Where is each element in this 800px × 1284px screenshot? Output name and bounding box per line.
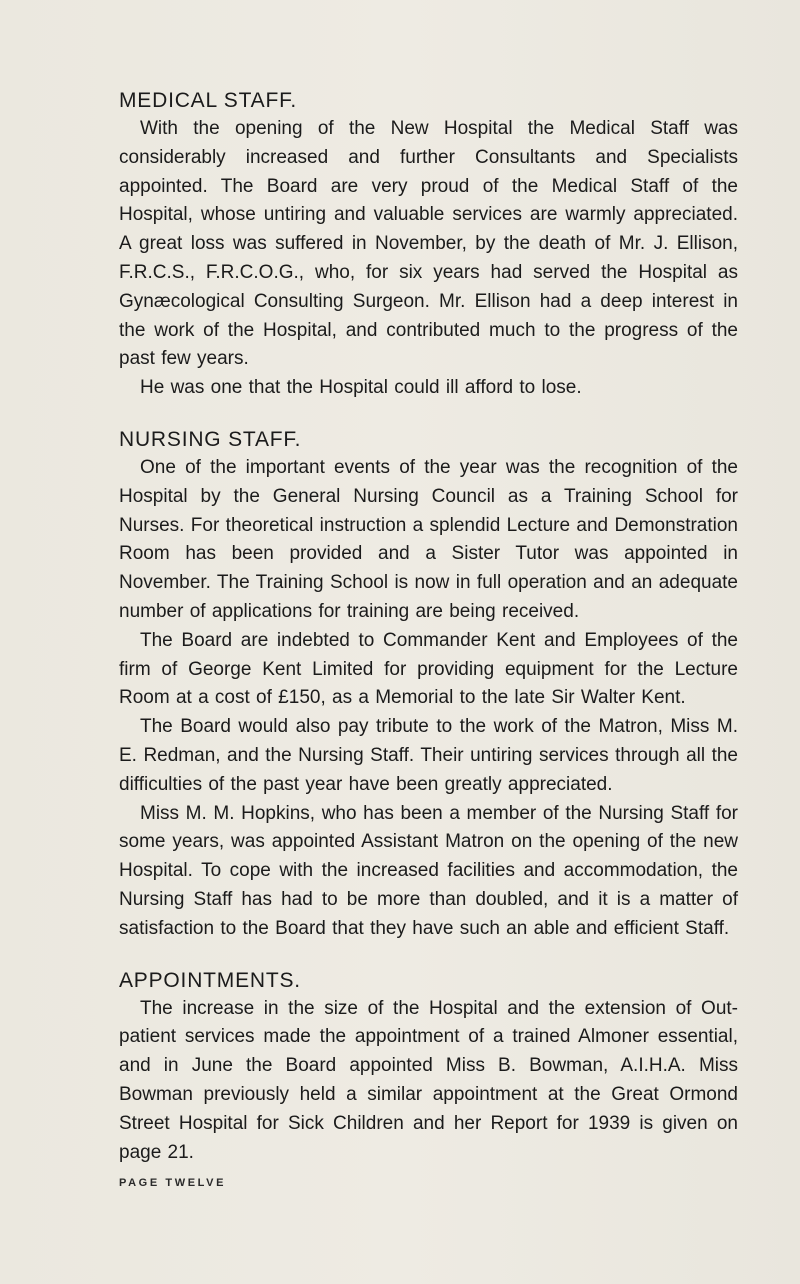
section-heading: NURSING STAFF. [119, 427, 302, 451]
section-appointments [119, 966, 738, 1168]
paragraph: One of the important events of the year was the recognition of the Hospital by the General Nursing Council as a Training School for Nurses. For theoretical instruction a splendid Lecture and Demonstration Room has been provided and a Sister Tutor was appointed in November. The Training School is now in full operation and an adequate number of applications for training are being received. [119, 456, 738, 622]
page-content [119, 86, 738, 1189]
paragraph: The increase in the size of the Hospital and the extension of Out-patient services made the appointment of a trained Almoner essential, and in June the Board appointed Miss B. Bowman, A.I.H.A. Miss Bowman previously held a similar appointment at the Great Ormond Street Hospital for Sick Children and her Report for 1939 is given on page 21. [119, 997, 738, 1163]
paragraph: The Board are indebted to Commander Kent and Employees of the firm of George Kent Limited for providing equipment for the Lecture Room at a cost of £150, as a Memorial to the late Sir Walter Kent. [119, 629, 738, 709]
section-heading: MEDICAL STAFF. [119, 89, 298, 112]
section-nursing-staff [119, 425, 738, 944]
section-heading: APPOINTMENTS. [119, 968, 301, 992]
section-medical-staff [119, 86, 738, 403]
paragraph: Miss M. M. Hopkins, who has been a member of the Nursing Staff for some years, was appointed Assistant Matron on the opening of the new Hospital. To cope with the increased facilities and accommodation, the Nursing Staff has had to be more than doubled, and it is a matter of satisfaction to the Board that they have such an able and efficient Staff. [119, 802, 738, 939]
page-footer: PAGE TWELVE [119, 1177, 227, 1189]
paragraph: With the opening of the New Hospital the Medical Staff was considerably increased and further Consultants and Specialists appointed. The Board are very proud of the Medical Staff of the Hospital, whose untiring and valuable services are warmly appreciated. A great loss was suffered in November, by the death of Mr. J. Ellison, F.R.C.S., F.R.C.O.G., who, for six years had served the Hospital as Gynæcological Consulting Surgeon. Mr. Ellison had a deep interest in the work of the Hospital, and contributed much to the progress of the past few years. [119, 118, 738, 370]
paragraph: The Board would also pay tribute to the work of the Matron, Miss M. E. Redman, and the Nursing Staff. Their untiring services through all the difficulties of the past year have been greatly appreciated. [119, 716, 738, 795]
paragraph: He was one that the Hospital could ill afford to lose. [140, 377, 582, 399]
